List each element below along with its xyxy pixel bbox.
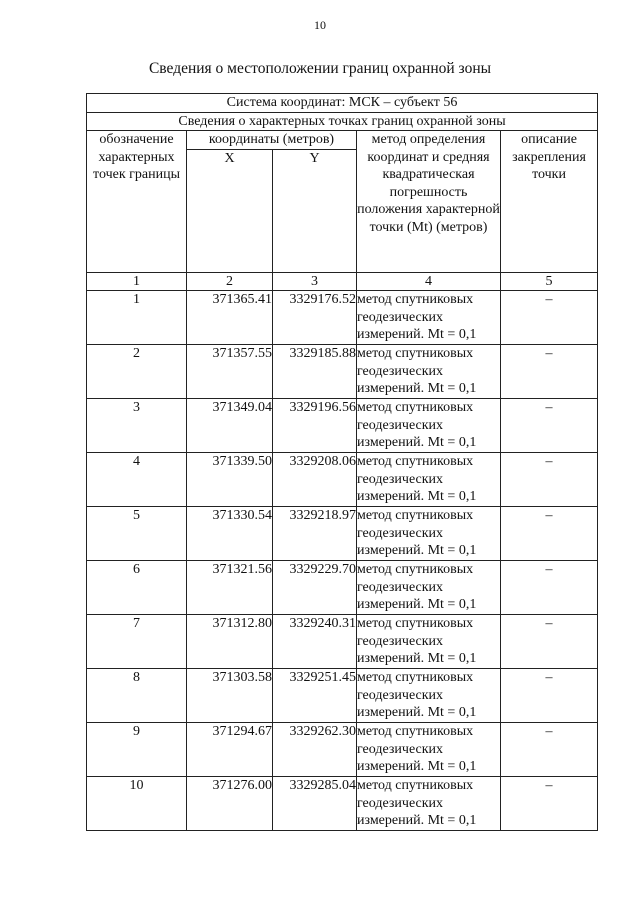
- method-description: метод спутниковых геодезических измерений. Mt = 0,1: [357, 561, 501, 615]
- y-coordinate: 3329196.56: [273, 399, 357, 453]
- point-number: 4: [87, 453, 187, 507]
- y-coordinate: 3329251.45: [273, 669, 357, 723]
- column-number: 5: [501, 272, 598, 291]
- table-row: [87, 615, 598, 669]
- point-number: 5: [87, 507, 187, 561]
- x-coordinate: 371330.54: [187, 507, 273, 561]
- x-coordinate: 371276.00: [187, 777, 273, 831]
- fixing-description: –: [501, 453, 598, 507]
- x-coordinate: 371365.41: [187, 291, 273, 345]
- fixing-description: –: [501, 399, 598, 453]
- table-row: [87, 345, 598, 399]
- method-description: метод спутниковых геодезических измерений. Mt = 0,1: [357, 399, 501, 453]
- method-description: метод спутниковых геодезических измерений. Mt = 0,1: [357, 453, 501, 507]
- method-description: метод спутниковых геодезических измерений. Mt = 0,1: [357, 507, 501, 561]
- x-coordinate: 371357.55: [187, 345, 273, 399]
- method-description: метод спутниковых геодезических измерений. Mt = 0,1: [357, 615, 501, 669]
- coordinate-system-banner: Система координат: МСК – субъект 56: [87, 94, 598, 113]
- method-description: метод спутниковых геодезических измерений. Mt = 0,1: [357, 723, 501, 777]
- fixing-description: –: [501, 561, 598, 615]
- point-number: 1: [87, 291, 187, 345]
- fixing-description: –: [501, 345, 598, 399]
- x-coordinate: 371312.80: [187, 615, 273, 669]
- table-row: [87, 399, 598, 453]
- table-row: [87, 453, 598, 507]
- y-coordinate: 3329218.97: [273, 507, 357, 561]
- fixing-description: –: [501, 291, 598, 345]
- x-coordinate: 371303.58: [187, 669, 273, 723]
- point-number: 2: [87, 345, 187, 399]
- table-row: [87, 507, 598, 561]
- coordinates-header: координаты (метров): [187, 131, 357, 150]
- fixing-description: –: [501, 615, 598, 669]
- x-coordinate: 371349.04: [187, 399, 273, 453]
- description-header: описание закрепления точки: [501, 131, 598, 273]
- point-number: 3: [87, 399, 187, 453]
- y-coordinate: 3329229.70: [273, 561, 357, 615]
- point-number: 10: [87, 777, 187, 831]
- x-coordinate: 371294.67: [187, 723, 273, 777]
- page-number: 10: [314, 18, 326, 32]
- page-title: Сведения о местоположении границ охранной зоны: [148, 60, 492, 77]
- table-body: [87, 94, 598, 831]
- table-row: [87, 291, 598, 345]
- column-number: 3: [273, 272, 357, 291]
- table-row: [87, 723, 598, 777]
- column-number: 2: [187, 272, 273, 291]
- point-number: 9: [87, 723, 187, 777]
- point-number: 6: [87, 561, 187, 615]
- method-description: метод спутниковых геодезических измерений. Mt = 0,1: [357, 777, 501, 831]
- method-description: метод спутниковых геодезических измерений. Mt = 0,1: [357, 669, 501, 723]
- point-number: 8: [87, 669, 187, 723]
- x-header: X: [187, 149, 273, 272]
- method-description: метод спутниковых геодезических измерений. Mt = 0,1: [357, 345, 501, 399]
- y-coordinate: 3329285.04: [273, 777, 357, 831]
- x-coordinate: 371339.50: [187, 453, 273, 507]
- points-header-banner: Сведения о характерных точках границ охранной зоны: [87, 112, 598, 131]
- column-number: 4: [357, 272, 501, 291]
- table-row: [87, 777, 598, 831]
- y-coordinate: 3329262.30: [273, 723, 357, 777]
- method-header: метод определения координат и средняя квадратическая погрешность положения характерной точки (Mt) (метров): [357, 131, 501, 273]
- y-header: Y: [273, 149, 357, 272]
- y-coordinate: 3329208.06: [273, 453, 357, 507]
- fixing-description: –: [501, 723, 598, 777]
- point-number: 7: [87, 615, 187, 669]
- table-row: [87, 561, 598, 615]
- y-coordinate: 3329185.88: [273, 345, 357, 399]
- fixing-description: –: [501, 669, 598, 723]
- y-coordinate: 3329176.52: [273, 291, 357, 345]
- table-row: [87, 669, 598, 723]
- fixing-description: –: [501, 777, 598, 831]
- method-description: метод спутниковых геодезических измерений. Mt = 0,1: [357, 291, 501, 345]
- boundary-points-table: [86, 93, 598, 831]
- y-coordinate: 3329240.31: [273, 615, 357, 669]
- fixing-description: –: [501, 507, 598, 561]
- x-coordinate: 371321.56: [187, 561, 273, 615]
- column-number: 1: [87, 272, 187, 291]
- designation-header: обозначение характерных точек границы: [87, 131, 187, 273]
